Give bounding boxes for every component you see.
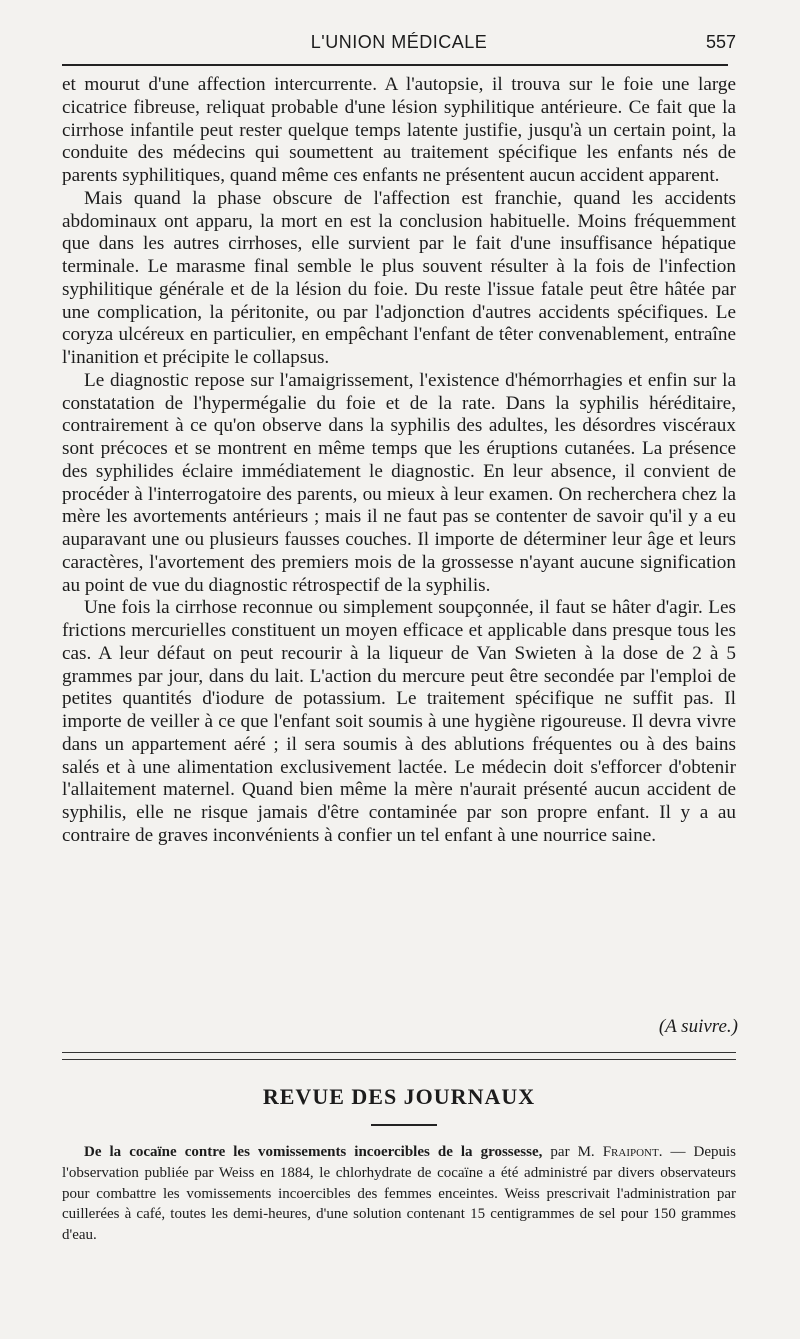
page-number: 557 [705,32,736,52]
section-title: REVUE DES JOURNAUX [262,1084,536,1109]
paragraph-2: Mais quand la phase obscure de l'affection est franchie, quand les accidents abdominaux ont apparu, la mort en est la conclusion habituelle. Moins fréquemment que dans les autres cirrhoses, elle survient par le fait d'une insuffisance hépatique terminale. Le marasme final semble le plus souvent résulter à la fois de l'infection syphilitique générale et de la lésion du foie. Du reste l'issue fatale peut être hâtée par une complication, la péritonite, ou par l'adjonction d'autres accidents spécifiques. Le coryza ulcéreux en particulier, en empêchant l'enfant de têter convenablement, entraîne l'inanition et précipite le collapsus. [62,187,736,368]
journal-abstract [62,1142,736,1246]
abstract-paragraph [62,1142,736,1246]
abstract-headline: De la cocaïne contre les vomissements incoercibles de la grossesse, [84,1144,543,1160]
header-rule [62,64,728,66]
article-body [62,74,736,848]
page-header [62,30,736,58]
abstract-byline-prefix: par M. [550,1144,603,1160]
paragraph-4: Une fois la cirrhose reconnue ou simplement soupçonnée, il faut se hâter d'agir. Les frictions mercurielles constituent un moyen efficace et applicable dans presque tous les cas. A leur défaut on peut recourir à la liqueur de Van Swieten à la dose de 2 à 5 grammes par jour, dans du lait. L'action du mercure peut être secondée par l'emploi de petites quantités d'iodure de potassium. Le traitement spécifique ne suffit pas. Il importe de veiller à ce que l'enfant soit soumis à une hygiène rigoureuse. Il devra vivre dans un appartement aéré ; il sera soumis à des ablutions fréquentes ou à des bains salés et à une alimentation exclusivement lactée. Le médecin doit s'efforcer d'obtenir l'allaitement maternel. Quand bien même la mère n'aurait présenté aucun accident de syphilis, elle ne risque jamais d'être contaminée par son propre enfant. Il y a au contraire de graves inconvénients à confier un tel enfant à une nourrice saine. [62,597,736,846]
abstract-text: — Depuis l'observation publiée par Weiss en 1884, le chlorhydrate de cocaïne a été administré par divers observateurs pour combattre les vomissements incoercibles des femmes enceintes. Weiss prescrivait l'administration par cuillerées à café, toutes les demi-heures, d'une solution contenant 15 centigrammes de sel pour 150 grammes d'eau. [62,1144,737,1244]
to-be-continued: (A suivre.) [658,1016,738,1037]
abstract-author: Fraipont. [602,1144,663,1160]
section-title-rule [371,1124,437,1126]
paragraph-3: Le diagnostic repose sur l'amaigrissement, l'existence d'hémorrhagies et enfin sur la constatation de l'hypermégalie du foie et de la rate. Dans la syphilis héréditaire, contrairement à ce qu'on observe dans la syphilis des adultes, les désordres viscéraux sont précoces et se montrent en même temps que les éruptions cutanées. La présence des syphilides éclaire immédiatement le diagnostic. En leur absence, il convient de procéder à l'interrogatoire des parents, ou mieux à leur examen. On recherchera chez la mère les avortements antérieurs ; mais il ne faut pas se contenter de savoir qu'il y a eu auparavant une ou plusieurs fausses couches. Il importe de déterminer leur âge et leurs caractères, l'avortement des premiers mois de la grossesse n'ayant aucune signification au point de vue du diagnostic rétrospectif de la syphilis. [62,369,736,596]
section-divider [62,1052,736,1060]
paragraph-1: et mourut d'une affection intercurrente. A l'autopsie, il trouva sur le foie une large cicatrice fibreuse, reliquat probable d'une lésion syphilitique antérieure. Ce fait que la cirrhose infantile peut rester quelque temps latente justifie, jusqu'à un certain point, la conduite des médecins qui soumettent au traitement spécifique les enfants nés de parents syphilitiques, quand même ces enfants ne présentent aucun accident apparent. [62,74,736,186]
running-title: L'UNION MÉDICALE [310,32,488,52]
